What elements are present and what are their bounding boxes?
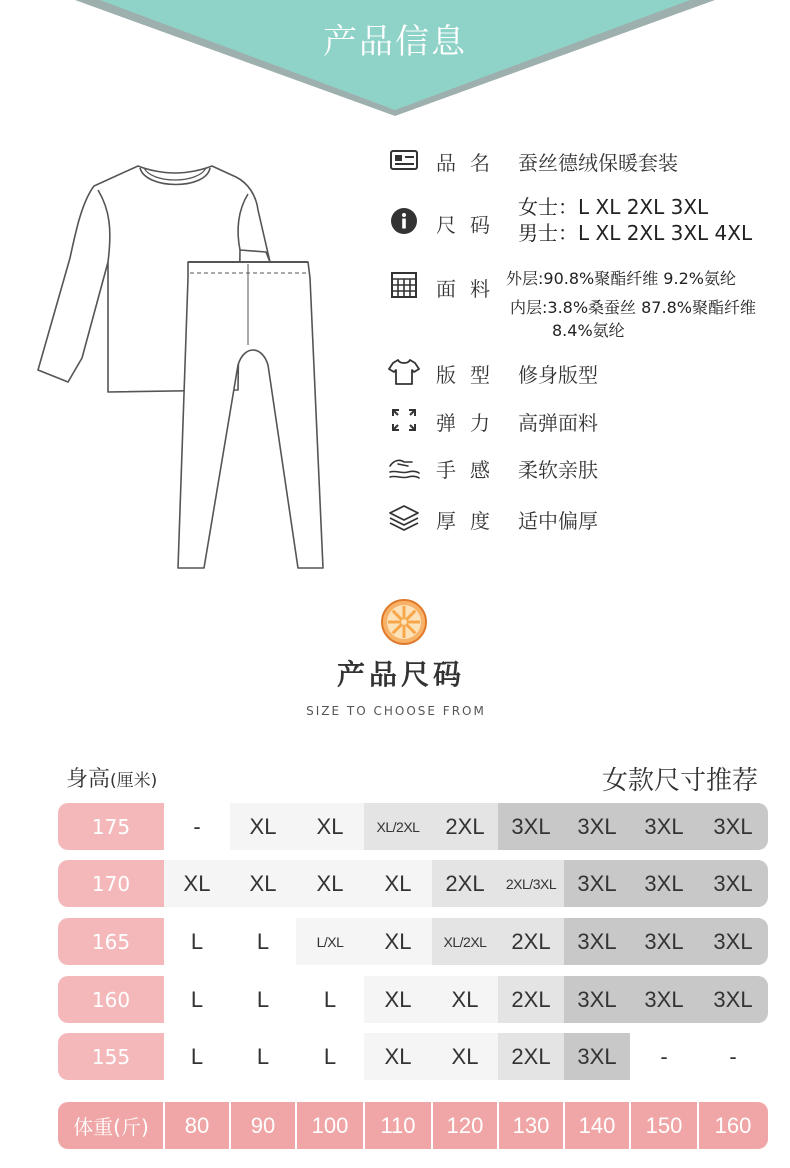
size-cell: XL — [364, 976, 432, 1023]
size-cell: - — [630, 1033, 698, 1080]
size-cell: 2XL — [498, 1033, 564, 1080]
size-cell: XL — [296, 860, 364, 907]
size-cell: XL/2XL — [364, 803, 432, 850]
size-cell: 3XL — [698, 860, 768, 907]
height-cell: 175 — [58, 803, 164, 850]
size-cell: 3XL — [564, 803, 630, 850]
info-circle-icon — [386, 206, 422, 236]
size-cell: XL — [230, 860, 296, 907]
info-label-fit: 版型 — [436, 363, 504, 387]
weight-cell: 110 — [380, 1112, 416, 1138]
info-value-name: 蚕丝德绒保暖套装 — [518, 151, 678, 175]
size-cell: 2XL — [432, 860, 498, 907]
size-cell: XL — [164, 860, 230, 907]
height-cell: 155 — [58, 1033, 164, 1080]
size-cell: 3XL — [564, 976, 630, 1023]
size-section-title: 产品尺码 — [336, 658, 465, 691]
recommend-label: 女款尺寸推荐 — [601, 766, 758, 796]
weight-row — [58, 1102, 768, 1149]
size-cell: XL — [432, 976, 498, 1023]
garment-illustration — [30, 150, 340, 575]
size-cell: L — [164, 1033, 230, 1080]
size-cell: 3XL — [564, 860, 630, 907]
size-cell: L — [230, 976, 296, 1023]
size-cell: XL — [364, 918, 432, 965]
info-row-size — [386, 194, 786, 248]
info-value-size — [518, 194, 752, 246]
height-axis-label — [66, 762, 157, 793]
size-cell: L/XL — [296, 918, 364, 965]
height-label: 身高 — [66, 767, 111, 792]
fabric-outer: 外层:90.8%聚酯纤维 9.2%氨纶 — [506, 269, 736, 288]
weight-cell: 100 — [311, 1112, 349, 1138]
size-cell: L — [164, 918, 230, 965]
size-cell: - — [164, 803, 230, 850]
size-cell: 2XL — [498, 918, 564, 965]
size-cell: L — [296, 976, 364, 1023]
id-card-icon — [386, 146, 422, 176]
height-cell: 170 — [58, 860, 164, 907]
size-women: 女士：L XL 2XL 3XL — [518, 195, 709, 219]
info-label-elastic: 弹力 — [436, 411, 504, 435]
info-value-thickness: 适中偏厚 — [518, 509, 598, 533]
weight-cell: 120 — [446, 1112, 484, 1138]
size-row-160 — [58, 976, 768, 1023]
weight-cell: 80 — [184, 1112, 210, 1138]
weight-cell: 150 — [645, 1112, 683, 1138]
size-cell: 3XL — [564, 918, 630, 965]
size-cell: 3XL — [698, 918, 768, 965]
weight-cell: 130 — [512, 1112, 550, 1138]
size-cell: 2XL — [498, 976, 564, 1023]
info-row-name — [386, 146, 786, 176]
height-cell: 165 — [58, 918, 164, 965]
weight-cell: 160 — [714, 1112, 752, 1138]
info-value-fit: 修身版型 — [518, 363, 598, 387]
info-row-fabric — [386, 262, 786, 342]
size-row-170 — [58, 860, 768, 907]
size-men: 男士：L XL 2XL 3XL 4XL — [518, 221, 753, 245]
size-cell: XL/2XL — [432, 918, 498, 965]
size-cell: 3XL — [564, 1033, 630, 1080]
height-unit: (厘米) — [110, 771, 158, 791]
size-cell: L — [230, 1033, 296, 1080]
weight-cell: 90 — [250, 1112, 276, 1138]
info-label-thickness: 厚度 — [436, 509, 504, 533]
size-cell: XL — [364, 860, 432, 907]
size-cell: 3XL — [630, 803, 698, 850]
size-cell: L — [230, 918, 296, 965]
size-row-175 — [58, 803, 768, 850]
weight-cell: 140 — [578, 1112, 616, 1138]
hand-wave-icon — [386, 452, 422, 482]
info-row-fit — [386, 357, 786, 387]
info-label-name: 品名 — [436, 151, 504, 175]
fabric-inner-1: 内层:3.8%桑蚕丝 87.8%聚酯纤维 — [510, 298, 756, 317]
info-row-thickness — [386, 503, 786, 533]
grid-table-icon — [386, 270, 422, 300]
size-cell: XL — [432, 1033, 498, 1080]
header-banner — [0, 0, 790, 120]
fabric-inner-2: 8.4%氨纶 — [552, 321, 625, 340]
size-cell: XL — [230, 803, 296, 850]
info-value-elastic: 高弹面料 — [518, 411, 598, 435]
size-cell: L — [296, 1033, 364, 1080]
info-row-feel — [386, 452, 786, 482]
size-cell: 2XL — [432, 803, 498, 850]
height-cell: 160 — [58, 976, 164, 1023]
size-cell: L — [164, 976, 230, 1023]
weight-label: 体重(斤) — [73, 1115, 149, 1139]
size-cell: 3XL — [698, 803, 768, 850]
info-label-size: 尺码 — [436, 213, 504, 237]
size-row-165 — [58, 918, 768, 965]
info-label-feel: 手感 — [436, 458, 504, 482]
banner-title: 产品信息 — [323, 22, 467, 62]
size-cell: 3XL — [630, 976, 698, 1023]
size-cell: 3XL — [698, 976, 768, 1023]
size-cell: 2XL/3XL — [498, 860, 564, 907]
size-section-subtitle: SIZE TO CHOOSE FROM — [306, 704, 486, 718]
size-cell: 3XL — [498, 803, 564, 850]
bottom-pants-outline — [178, 262, 323, 568]
stretch-arrows-icon — [386, 405, 422, 435]
info-label-fabric: 面料 — [436, 277, 504, 301]
size-cell: XL — [364, 1033, 432, 1080]
size-row-155 — [58, 1033, 768, 1080]
layers-icon — [386, 503, 422, 533]
size-cell: - — [698, 1033, 768, 1080]
tshirt-icon — [386, 357, 422, 387]
size-cell: 3XL — [630, 860, 698, 907]
orange-slice-icon — [380, 598, 428, 646]
size-cell: XL — [296, 803, 364, 850]
info-value-feel: 柔软亲肤 — [518, 458, 598, 482]
info-row-elastic — [386, 405, 786, 435]
size-cell: 3XL — [630, 918, 698, 965]
